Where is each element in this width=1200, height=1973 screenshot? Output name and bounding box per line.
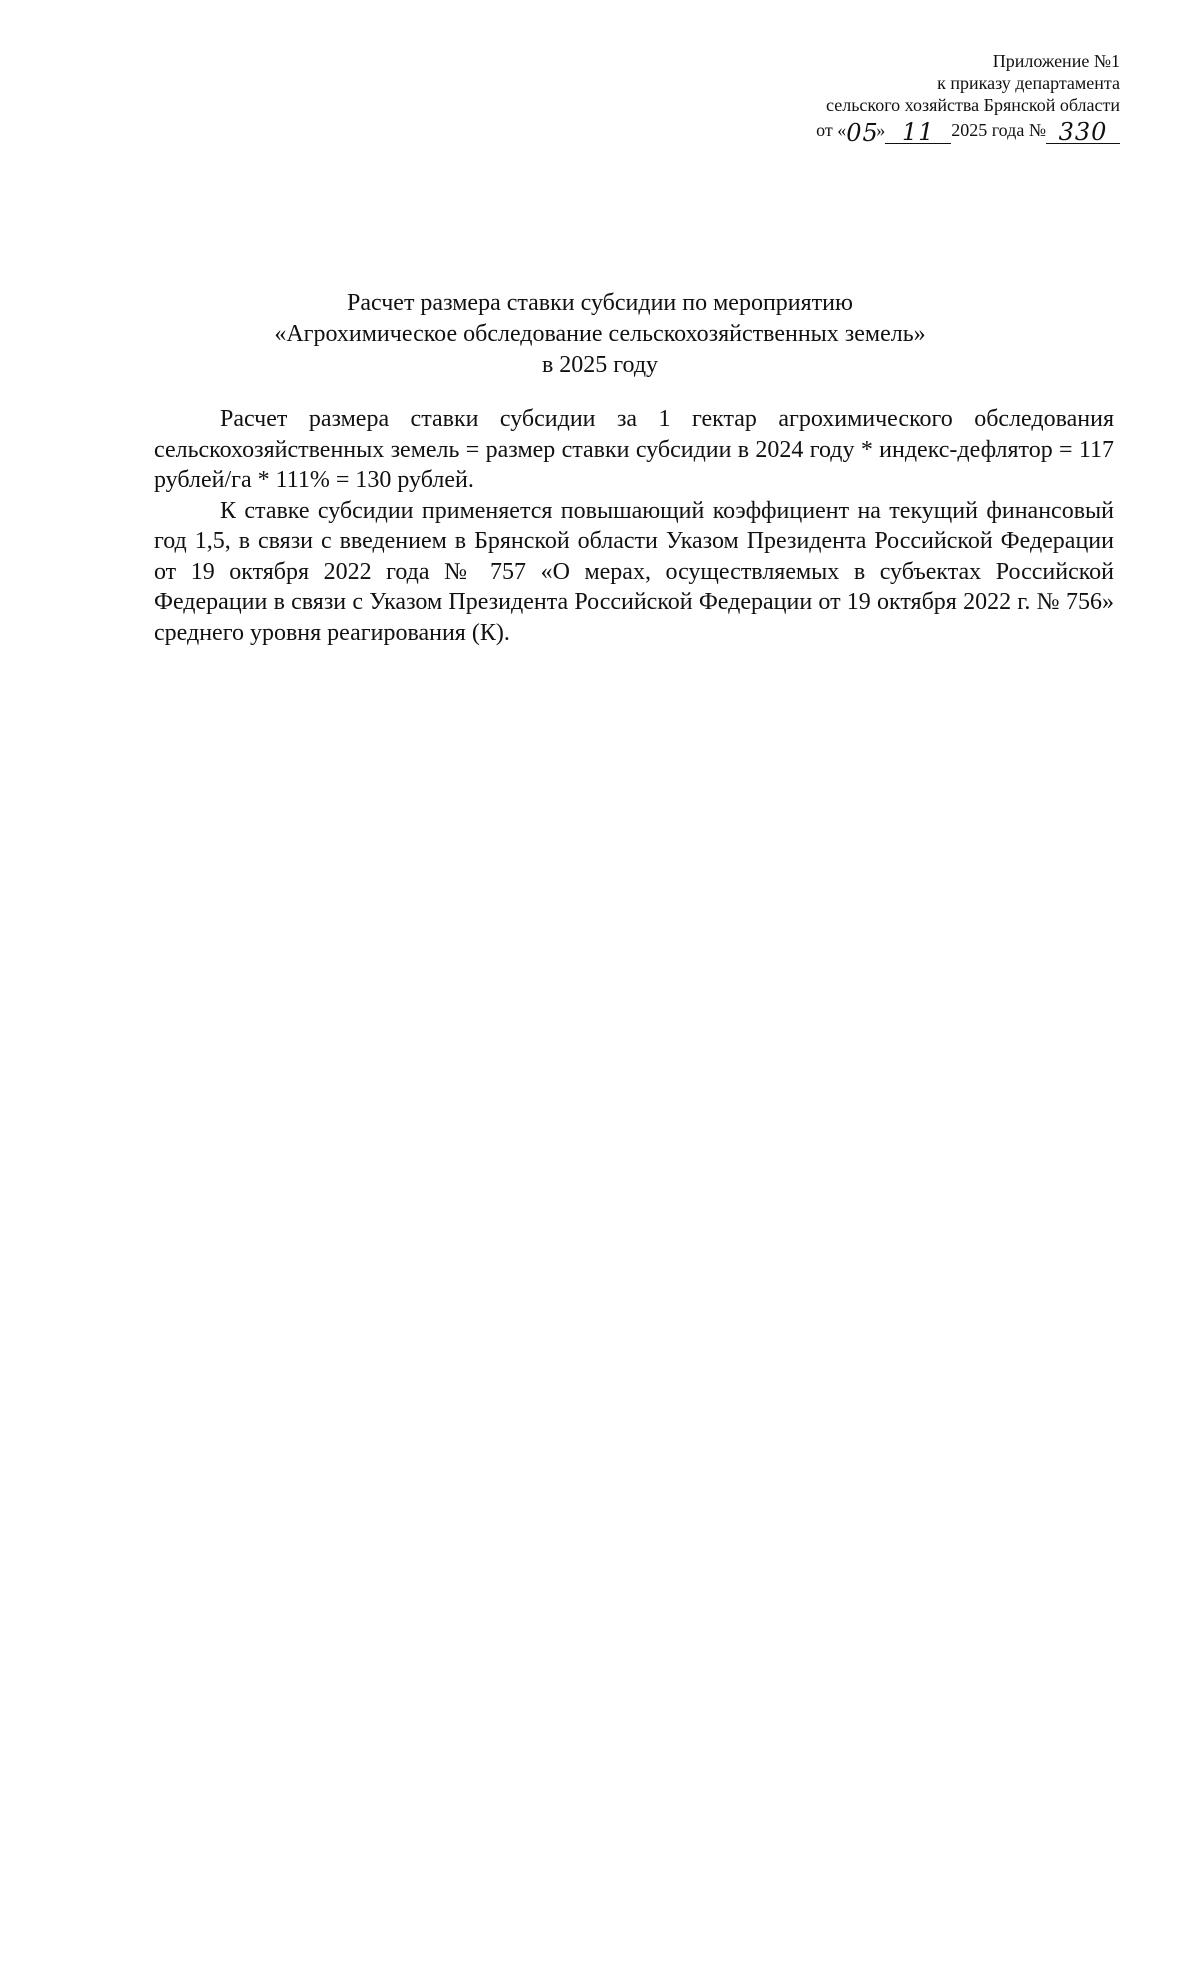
title-line-2: «Агрохимическое обследование сельскохозяйственных земель» <box>274 321 926 347</box>
handwritten-day: 05 <box>846 119 879 147</box>
date-year-text: 2025 года № <box>951 120 1046 140</box>
paragraph-calculation: Расчет размера ставки субсидии за 1 гектар агрохимического обследования сельскохозяйственных земель = размер ставки субсидии в 2024 году * индекс-дефлятор = 117 рублей/га * 111% = 130 рублей. <box>154 406 1114 493</box>
appendix-order-reference: к приказу департамента <box>937 73 1120 93</box>
title-line-3: в 2025 году <box>541 352 659 378</box>
handwritten-month: 11 <box>885 121 951 144</box>
title-line-1: Расчет размера ставки субсидии по мероприятию <box>347 290 853 316</box>
date-prefix: от « <box>816 120 847 140</box>
date-mid: » <box>876 120 886 140</box>
appendix-department: сельского хозяйства Брянской области <box>826 95 1120 115</box>
document-body <box>154 404 1114 648</box>
appendix-date-line <box>660 116 1120 146</box>
handwritten-order-number: 330 <box>1046 121 1120 144</box>
document-title <box>150 288 1050 381</box>
appendix-title: Приложение №1 <box>992 51 1120 71</box>
paragraph-coefficient: К ставке субсидии применяется повышающий коэффициент на текущий финансовый год 1,5, в связи с введением в Брянской области Указом Президента Российской Федерации от 19 октября 2022 года № 757 «О мерах, осуществляемых в субъектах Российской Федерации в связи с Указом Президента Российской Федерации от 19 октября 2022 г. № 756» среднего уровня реагирования (К). <box>154 497 1114 646</box>
appendix-header <box>660 50 1120 146</box>
